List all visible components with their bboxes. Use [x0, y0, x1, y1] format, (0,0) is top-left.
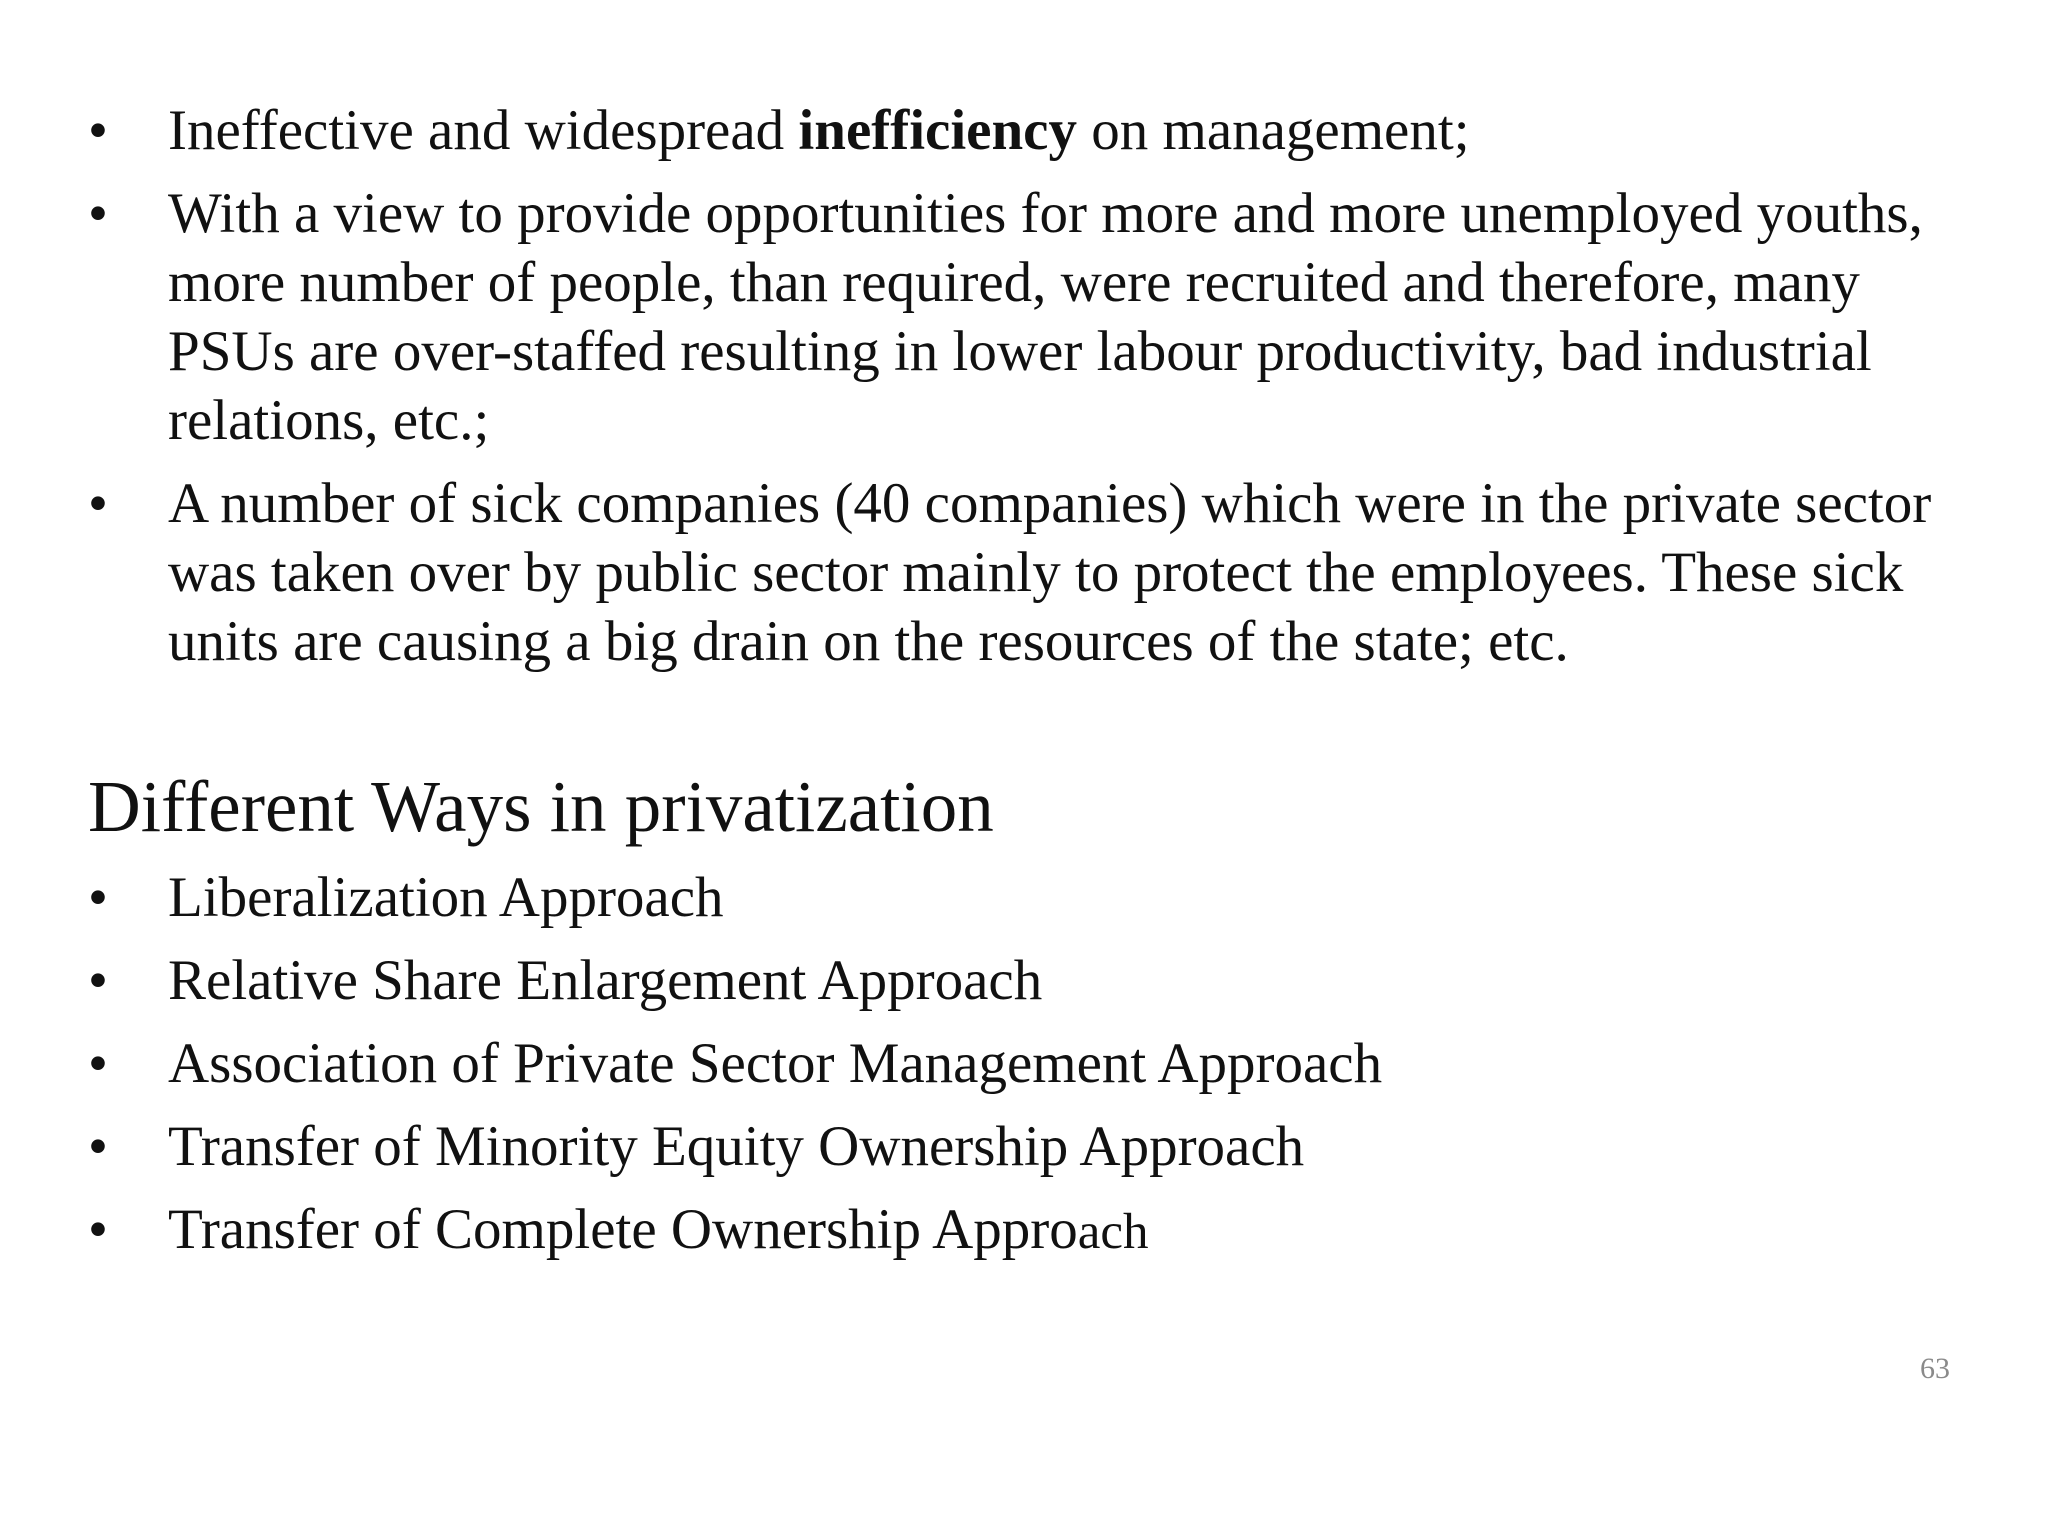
list-item	[88, 1112, 1938, 1181]
section-heading: Different Ways in privatization	[88, 766, 994, 847]
approach-text: Relative Share Enlargement Approach	[168, 949, 1043, 1012]
approaches-list	[88, 863, 1938, 1281]
bullet-icon: •	[88, 1032, 108, 1095]
list-item	[88, 1195, 1938, 1267]
bullet-text: A number of sick companies (40 companies) which were in the private sector was taken over by public sector mainly to protect the employees. These sick units are causing a big drain on the resources of the state; etc.	[168, 472, 1932, 673]
approach-text: Transfer of Complete Ownership Appro	[168, 1198, 1078, 1261]
list-item	[88, 469, 1938, 676]
approach-text: Association of Private Sector Management Approach	[168, 1032, 1383, 1095]
bullet-icon: •	[88, 99, 108, 162]
page-number: 63	[1920, 1352, 1950, 1385]
top-bullet-list	[88, 96, 1938, 690]
bullet-icon: •	[88, 1198, 108, 1261]
list-item	[88, 863, 1938, 932]
bullet-icon: •	[88, 1115, 108, 1178]
list-item	[88, 946, 1938, 1015]
list-item	[88, 179, 1938, 455]
bullet-icon: •	[88, 866, 108, 929]
approach-text-tail: ach	[1077, 1204, 1149, 1260]
approach-text: Liberalization Approach	[168, 866, 724, 929]
bullet-text-bold: inefficiency	[798, 99, 1077, 162]
approach-text: Transfer of Minority Equity Ownership Approach	[168, 1115, 1305, 1178]
bullet-text-start: Ineffective and widespread	[168, 99, 799, 162]
bullet-text-end: on management;	[1076, 99, 1470, 162]
bullet-icon: •	[88, 182, 108, 245]
bullet-icon: •	[88, 949, 108, 1012]
list-item	[88, 96, 1938, 165]
bullet-icon: •	[88, 472, 108, 535]
list-item	[88, 1029, 1938, 1098]
bullet-text: With a view to provide opportunities for more and more unemployed youths, more number of people, than required, were recruited and therefore, many PSUs are over-staffed resulting in lower labour productivity, bad industrial relations, etc.;	[168, 182, 1923, 452]
